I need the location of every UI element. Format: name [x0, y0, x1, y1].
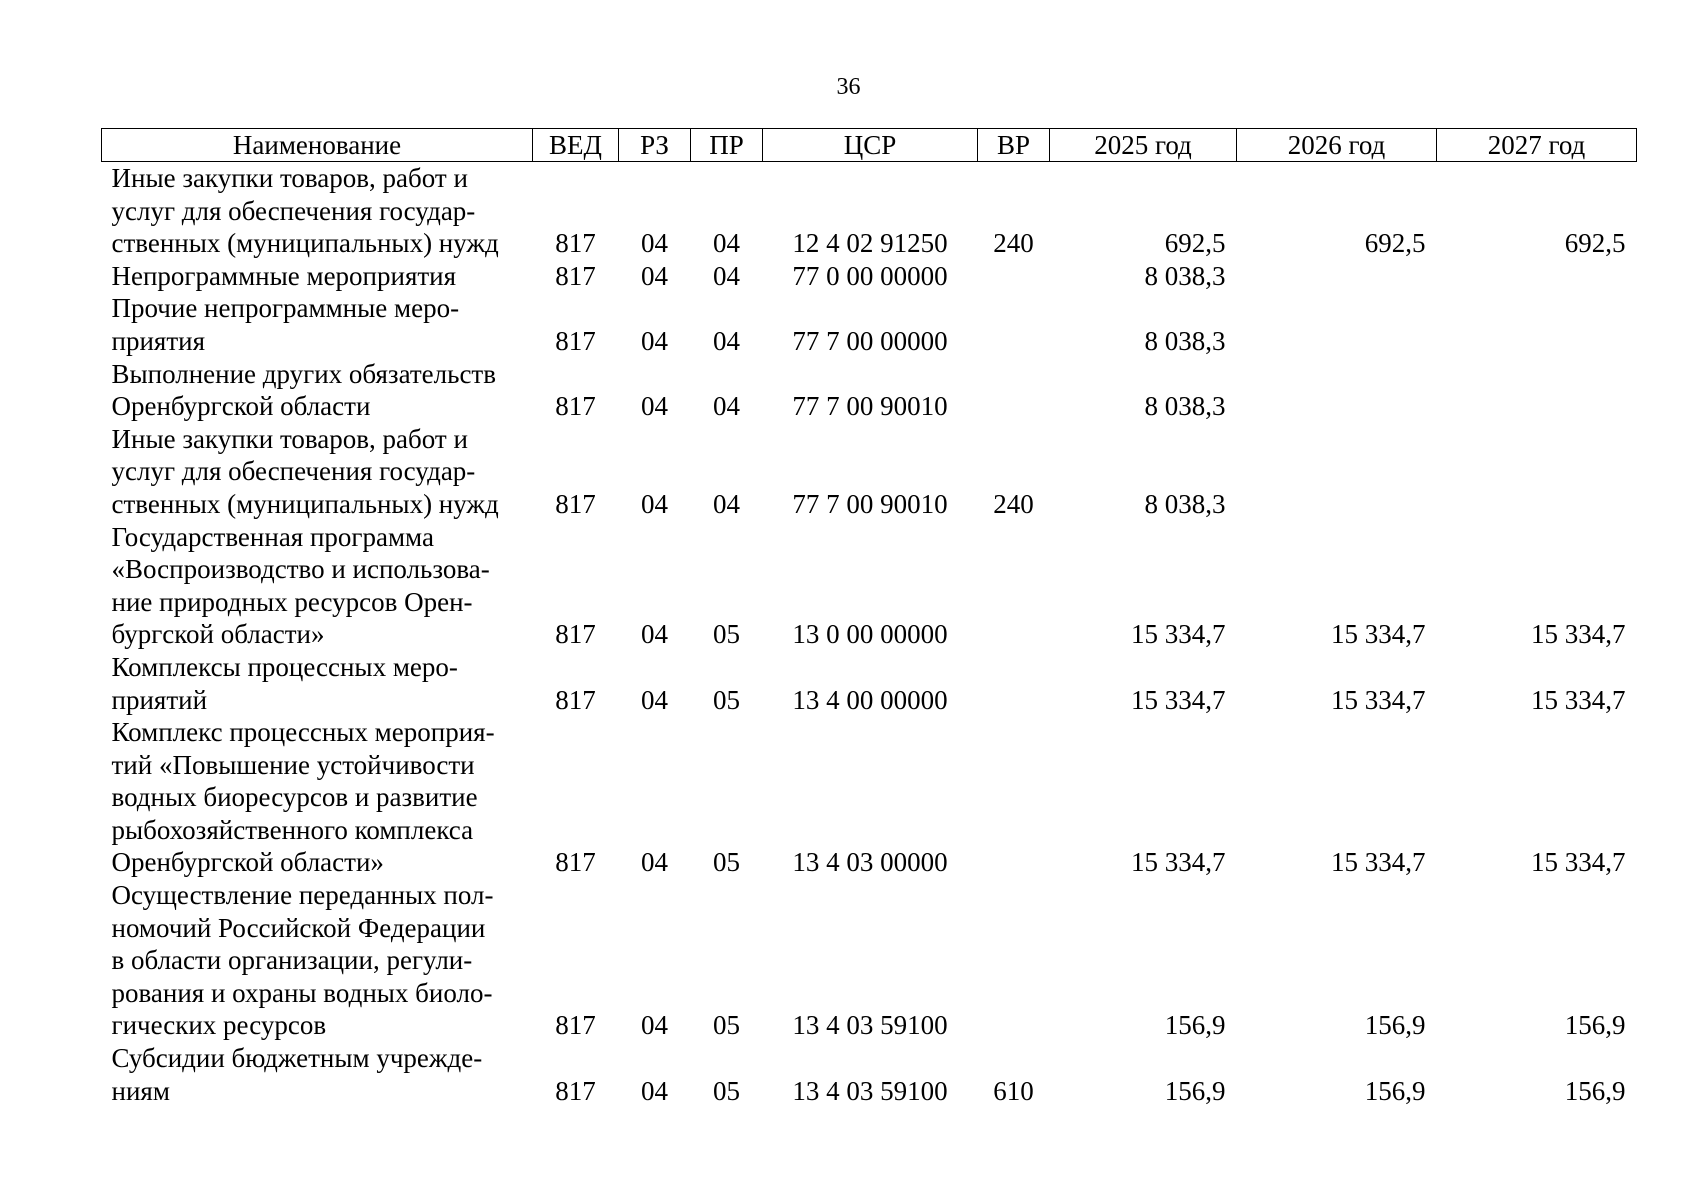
cell-name — [102, 162, 533, 260]
cell-rz: 04 — [641, 847, 668, 878]
cell-2025: 8 038,3 — [1144, 488, 1226, 519]
cell-2025: 692,5 — [1164, 228, 1226, 259]
header-vr: ВР — [978, 129, 1050, 162]
cell-csr: 13 4 03 59100 — [792, 1010, 948, 1041]
cell-2027: 156,9 — [1564, 1010, 1626, 1041]
cell-csr: 13 4 03 59100 — [792, 1075, 948, 1106]
table-row — [102, 292, 1637, 357]
cell-ved: 817 — [555, 391, 596, 422]
name-line: услуг для обеспечения государ- — [111, 195, 476, 226]
name-line: Комплексы процессных меро- — [111, 651, 458, 682]
header-pr: ПР — [691, 129, 763, 162]
cell-2027: 15 334,7 — [1531, 619, 1626, 650]
cell-csr: 13 4 03 00000 — [792, 847, 948, 878]
cell-vr — [978, 879, 1050, 1042]
table-row — [102, 260, 1637, 293]
cell-csr: 77 0 00 00000 — [792, 260, 948, 291]
cell-ved: 817 — [555, 847, 596, 878]
cell-2025: 8 038,3 — [1144, 391, 1226, 422]
cell-csr: 77 7 00 00000 — [792, 325, 948, 356]
name-line: Иные закупки товаров, работ и — [111, 423, 468, 454]
name-line: Непрограммные мероприятия — [111, 260, 457, 291]
name-line: рования и охраны водных биоло- — [111, 977, 493, 1008]
name-line: «Воспроизводство и использова- — [111, 554, 490, 585]
cell-2027: 15 334,7 — [1531, 684, 1626, 715]
cell-csr: 13 0 00 00000 — [792, 619, 948, 650]
name-line: бургской области» — [111, 619, 325, 650]
cell-vr: 240 — [993, 488, 1034, 519]
name-line: приятия — [111, 325, 205, 356]
cell-name — [102, 521, 533, 651]
name-line: ние природных ресурсов Орен- — [111, 586, 473, 617]
cell-csr: 77 7 00 90010 — [792, 391, 948, 422]
header-2026: 2026 год — [1237, 129, 1437, 162]
cell-ved: 817 — [555, 1075, 596, 1106]
name-line: Прочие непрограммные меро- — [111, 293, 460, 324]
cell-ved: 817 — [555, 325, 596, 356]
name-line: тий «Повышение устойчивости — [111, 749, 475, 780]
cell-2027 — [1437, 358, 1637, 423]
cell-rz: 04 — [641, 619, 668, 650]
cell-2026 — [1237, 358, 1437, 423]
name-line: ственных (муниципальных) нужд — [111, 228, 499, 259]
name-line: Иные закупки товаров, работ и — [111, 163, 468, 193]
cell-rz: 04 — [641, 228, 668, 259]
cell-vr — [978, 716, 1050, 879]
cell-name — [102, 1042, 533, 1107]
cell-2026 — [1237, 423, 1437, 521]
name-line: услуг для обеспечения государ- — [111, 456, 476, 487]
cell-name — [102, 292, 533, 357]
cell-ved: 817 — [555, 684, 596, 715]
cell-rz: 04 — [641, 325, 668, 356]
cell-pr: 05 — [713, 619, 740, 650]
name-line: ственных (муниципальных) нужд — [111, 488, 499, 519]
table-row — [102, 162, 1637, 260]
cell-ved: 817 — [555, 228, 596, 259]
cell-pr: 04 — [713, 228, 740, 259]
cell-rz: 04 — [641, 1075, 668, 1106]
name-line: Оренбургской области» — [111, 847, 384, 878]
cell-vr: 240 — [993, 228, 1034, 259]
cell-rz: 04 — [641, 1010, 668, 1041]
header-rz: РЗ — [619, 129, 691, 162]
cell-2027 — [1437, 423, 1637, 521]
cell-vr: 610 — [993, 1075, 1034, 1106]
cell-ved: 817 — [555, 260, 596, 291]
table-row — [102, 651, 1637, 716]
name-line: рыбохозяйственного комплекса — [111, 814, 474, 845]
cell-2025: 15 334,7 — [1131, 684, 1226, 715]
cell-2026: 15 334,7 — [1331, 619, 1426, 650]
table-row — [102, 1042, 1637, 1107]
cell-2026: 692,5 — [1364, 228, 1426, 259]
header-2025: 2025 год — [1050, 129, 1237, 162]
name-line: номочий Российской Федерации — [111, 912, 486, 943]
cell-2027: 692,5 — [1564, 228, 1626, 259]
page-number: 36 — [836, 74, 861, 100]
cell-pr: 04 — [713, 260, 740, 291]
cell-2025: 156,9 — [1164, 1010, 1226, 1041]
cell-2026: 156,9 — [1364, 1075, 1426, 1106]
cell-2025: 156,9 — [1164, 1075, 1226, 1106]
header-csr: ЦСР — [763, 129, 978, 162]
name-line: Государственная программа — [111, 521, 434, 552]
cell-rz: 04 — [641, 684, 668, 715]
name-line: Субсидии бюджетным учрежде- — [111, 1043, 483, 1074]
cell-2025: 15 334,7 — [1131, 847, 1226, 878]
cell-csr: 12 4 02 91250 — [792, 228, 948, 259]
cell-pr: 04 — [713, 488, 740, 519]
cell-2027: 15 334,7 — [1531, 847, 1626, 878]
budget-table — [101, 128, 1637, 1107]
cell-2027 — [1437, 292, 1637, 357]
table-row — [102, 879, 1637, 1042]
cell-name — [102, 260, 533, 293]
cell-pr: 05 — [713, 684, 740, 715]
cell-name — [102, 716, 533, 879]
cell-2025: 8 038,3 — [1144, 325, 1226, 356]
cell-vr — [978, 292, 1050, 357]
name-line: Комплекс процессных мероприя- — [111, 717, 495, 748]
header-2027: 2027 год — [1437, 129, 1637, 162]
cell-vr — [978, 260, 1050, 293]
cell-2027 — [1437, 260, 1637, 293]
cell-2027: 156,9 — [1564, 1075, 1626, 1106]
cell-2025: 15 334,7 — [1131, 619, 1226, 650]
name-line: гических ресурсов — [111, 1010, 327, 1041]
table-row — [102, 423, 1637, 521]
cell-ved: 817 — [555, 619, 596, 650]
cell-csr: 13 4 00 00000 — [792, 684, 948, 715]
name-line: в области организации, регули- — [111, 945, 473, 976]
cell-ved: 817 — [555, 488, 596, 519]
name-line: Осуществление переданных пол- — [111, 880, 494, 911]
cell-pr: 04 — [713, 325, 740, 356]
cell-ved: 817 — [555, 1010, 596, 1041]
cell-2026: 156,9 — [1364, 1010, 1426, 1041]
cell-rz: 04 — [641, 260, 668, 291]
header-ved: ВЕД — [533, 129, 619, 162]
cell-2026: 15 334,7 — [1331, 684, 1426, 715]
cell-name — [102, 879, 533, 1042]
cell-pr: 05 — [713, 1010, 740, 1041]
cell-2026 — [1237, 260, 1437, 293]
name-line: Оренбургской области — [111, 391, 371, 422]
cell-name — [102, 651, 533, 716]
cell-pr: 04 — [713, 391, 740, 422]
name-line: водных биоресурсов и развитие — [111, 782, 478, 813]
cell-vr — [978, 358, 1050, 423]
table-body — [102, 162, 1637, 1108]
cell-2026: 15 334,7 — [1331, 847, 1426, 878]
cell-pr: 05 — [713, 1075, 740, 1106]
table-row — [102, 521, 1637, 651]
cell-name — [102, 423, 533, 521]
table-header — [102, 129, 1637, 162]
cell-pr: 05 — [713, 847, 740, 878]
cell-name — [102, 358, 533, 423]
cell-rz: 04 — [641, 488, 668, 519]
cell-vr — [978, 521, 1050, 651]
cell-vr — [978, 651, 1050, 716]
table-row — [102, 358, 1637, 423]
cell-2026 — [1237, 292, 1437, 357]
table-row — [102, 716, 1637, 879]
cell-rz: 04 — [641, 391, 668, 422]
header-name: Наименование — [102, 129, 533, 162]
name-line: Выполнение других обязательств — [111, 358, 496, 389]
name-line: ниям — [111, 1075, 170, 1106]
cell-2025: 8 038,3 — [1144, 260, 1226, 291]
name-line: приятий — [111, 684, 208, 715]
cell-csr: 77 7 00 90010 — [792, 488, 948, 519]
